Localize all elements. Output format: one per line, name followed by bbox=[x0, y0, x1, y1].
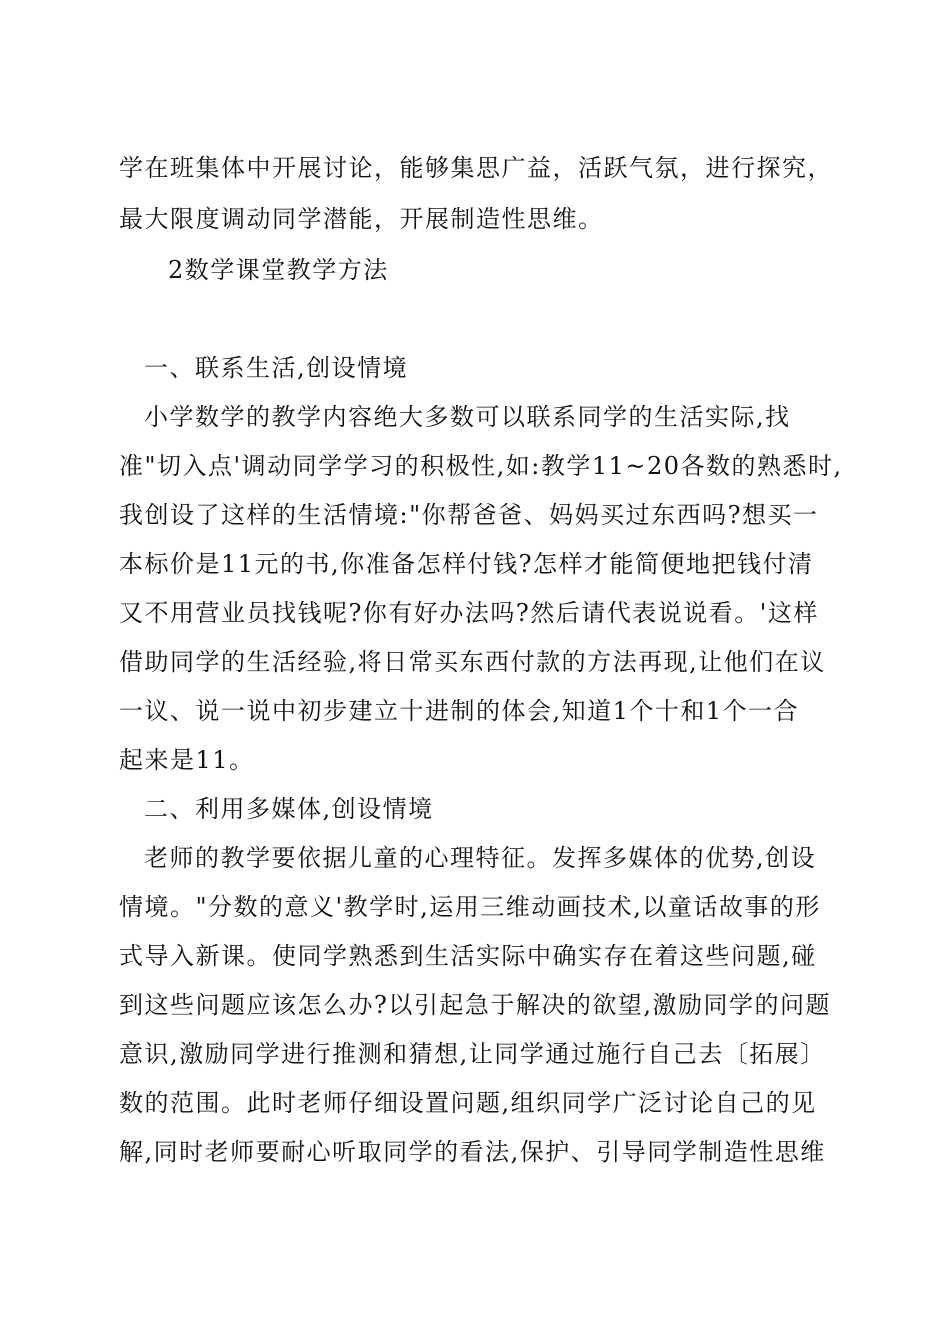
paragraph-line: 到这些问题应该怎么办?以引起急于解决的欲望,激励同学的问题 bbox=[119, 991, 831, 1019]
paragraph-line: 起来是11。 bbox=[119, 746, 255, 774]
paragraph-line: 小学数学的教学内容绝大多数可以联系同学的生活实际,找 bbox=[144, 403, 791, 431]
paragraph-line: 学在班集体中开展讨论，能够集思广益，活跃气氛，进行探究， bbox=[119, 154, 833, 182]
paragraph-line: 解,同时老师要耐心听取同学的看法,保护、引导同学制造性思维 bbox=[119, 1138, 826, 1166]
paragraph-line: 准"切入点'调动同学学习的积极性,如:教学11~20各数的熟悉时, bbox=[119, 452, 843, 480]
paragraph-line: 本标价是11元的书,你准备怎样付钱?怎样才能简便地把钱付清 bbox=[119, 550, 814, 578]
subsection-heading: 二、利用多媒体,创设情境 bbox=[144, 795, 434, 823]
paragraph-line: 意识,激励同学进行推测和猜想,让同学通过施行自己去〔拓展〕 bbox=[119, 1040, 826, 1068]
paragraph-line: 借助同学的生活经验,将日常买东西付款的方法再现,让他们在议 bbox=[119, 648, 826, 676]
subsection-heading: 一、联系生活,创设情境 bbox=[144, 354, 409, 382]
paragraph-line: 又不用营业员找钱呢?你有好办法吗?然后请代表说说看。'这样 bbox=[119, 599, 819, 627]
section-heading: 2数学课堂教学方法 bbox=[168, 256, 389, 284]
paragraph-line: 一议、说一说中初步建立十进制的体会,知道1个十和1个一合 bbox=[119, 697, 800, 725]
paragraph-line: 情境。"分数的意义'教学时,运用三维动画技术,以童话故事的形 bbox=[119, 893, 821, 921]
paragraph-line: 式导入新课。使同学熟悉到生活实际中确实存在着这些问题,碰 bbox=[119, 942, 817, 970]
paragraph-line: 最大限度调动同学潜能，开展制造性思维。 bbox=[119, 205, 604, 233]
paragraph-line: 老师的教学要依据儿童的心理特征。发挥多媒体的优势,创设 bbox=[144, 844, 817, 872]
paragraph-line: 数的范围。此时老师仔细设置问题,组织同学广泛讨论自己的见 bbox=[119, 1089, 817, 1117]
paragraph-line: 我创设了这样的生活情境:"你帮爸爸、妈妈买过东西吗?想买一 bbox=[119, 501, 819, 529]
